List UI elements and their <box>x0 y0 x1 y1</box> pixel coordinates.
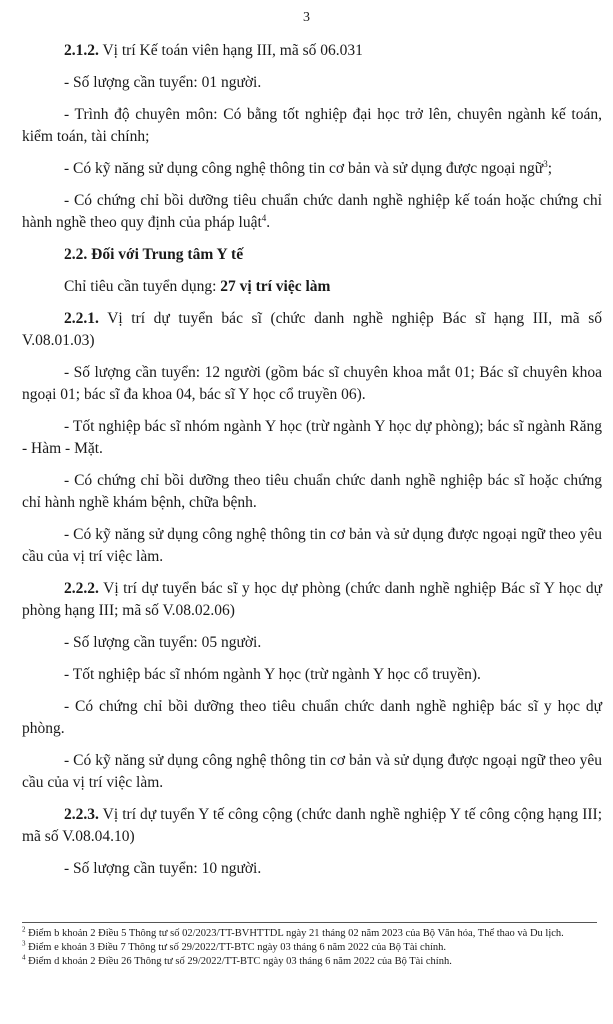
footnote-number: 3 <box>22 939 26 948</box>
paragraph <box>22 276 602 298</box>
section-heading <box>22 40 602 62</box>
section-number: 2.2.2. <box>64 580 99 597</box>
footnote-text: Điểm e khoản 3 Điều 7 Thông tư số 29/2022/TT-BTC ngày 03 tháng 6 năm 2022 của Bộ Tài chính. <box>25 942 446 953</box>
paragraph: - Số lượng cần tuyển: 05 người. <box>64 634 262 651</box>
section-heading <box>22 804 602 848</box>
section-title: Vị trí dự tuyển bác sĩ y học dự phòng (chức danh nghề nghiệp Bác sĩ Y học dự phòng hạng III; mã số V.08.02.06) <box>22 580 602 619</box>
emphasis-text: 27 vị trí việc làm <box>220 278 331 295</box>
footnote-text: Điểm d khoản 2 Điều 26 Thông tư số 29/2022/TT-BTC ngày 03 tháng 6 năm 2022 của Bộ Tài chính. <box>25 956 452 967</box>
paragraph: - Trình độ chuyên môn: Có bằng tốt nghiệp đại học trở lên, chuyên ngành kế toán, kiểm toán, tài chính; <box>22 106 602 145</box>
paragraph: - Có kỹ năng sử dụng công nghệ thông tin cơ bản và sử dụng được ngoại ngữ theo yêu cầu của vị trí việc làm. <box>22 752 602 791</box>
paragraph: - Tốt nghiệp bác sĩ nhóm ngành Y học (trừ ngành Y học dự phòng); bác sĩ ngành Răng - Hàm - Mặt. <box>22 418 602 457</box>
footnote-ref: 4 <box>261 212 267 223</box>
paragraph: - Có kỹ năng sử dụng công nghệ thông tin cơ bản và sử dụng được ngoại ngữ theo yêu cầu của vị trí việc làm. <box>22 526 602 565</box>
section-heading <box>22 578 602 622</box>
section-title: Vị trí Kế toán viên hạng III, mã số 06.031 <box>98 42 363 59</box>
section-title: Vị trí dự tuyển bác sĩ (chức danh nghề nghiệp Bác sĩ hạng III, mã số V.08.01.03) <box>22 310 602 349</box>
footnote-ref: 3 <box>543 158 548 169</box>
paragraph <box>22 190 602 234</box>
document-body <box>22 40 602 890</box>
paragraph <box>22 158 602 180</box>
section-number: 2.1.2. <box>64 42 99 59</box>
section-heading: 2.2. Đối với Trung tâm Y tế <box>64 246 244 263</box>
footnote-divider <box>22 922 597 923</box>
paragraph-text: - Có chứng chỉ bồi dưỡng tiêu chuẩn chức danh nghề nghiệp kế toán hoặc chứng chỉ hành nghề theo quy định của pháp luật <box>22 192 602 231</box>
paragraph-end: . <box>266 214 271 231</box>
paragraph: - Có chứng chỉ bồi dưỡng theo tiêu chuẩn chức danh nghề nghiệp bác sĩ hoặc chứng chỉ hành nghề khám bệnh, chữa bệnh. <box>22 472 602 511</box>
section-number: 2.2.3. <box>64 806 99 823</box>
paragraph-end: ; <box>547 160 553 177</box>
footnote-number: 4 <box>22 953 26 962</box>
section-number: 2.2.1. <box>64 310 99 327</box>
footnote-text: Điểm b khoản 2 Điều 5 Thông tư số 02/2023/TT-BVHTTDL ngày 21 tháng 02 năm 2023 của Bộ Văn hóa, Thể thao và Du lịch. <box>25 928 564 939</box>
page-number: 3 <box>303 10 310 25</box>
paragraph: - Có chứng chỉ bồi dưỡng theo tiêu chuẩn chức danh nghề nghiệp bác sĩ y học dự phòng. <box>22 698 602 737</box>
paragraph: - Số lượng cần tuyển: 01 người. <box>64 74 262 91</box>
paragraph: - Số lượng cần tuyển: 12 người (gồm bác sĩ chuyên khoa mắt 01; Bác sĩ chuyên khoa ngoại 01; bác sĩ đa khoa 04, bác sĩ Y học cổ truyền 06). <box>22 364 602 403</box>
footnote-number: 2 <box>22 925 26 934</box>
section-title: Vị trí dự tuyển Y tế công cộng (chức danh nghề nghiệp Y tế công cộng hạng III; mã số V.08.04.10) <box>22 806 602 845</box>
footnote <box>22 955 597 968</box>
footnote <box>22 941 597 954</box>
section-heading <box>22 308 602 352</box>
paragraph-text: - Có kỹ năng sử dụng công nghệ thông tin cơ bản và sử dụng được ngoại ngữ <box>64 160 544 177</box>
paragraph: - Số lượng cần tuyển: 10 người. <box>64 860 262 877</box>
paragraph: - Tốt nghiệp bác sĩ nhóm ngành Y học (trừ ngành Y học cổ truyền). <box>64 666 481 683</box>
footnotes <box>22 922 597 969</box>
paragraph-text: Chỉ tiêu cần tuyển dụng: <box>64 278 221 295</box>
footnote <box>22 927 597 940</box>
